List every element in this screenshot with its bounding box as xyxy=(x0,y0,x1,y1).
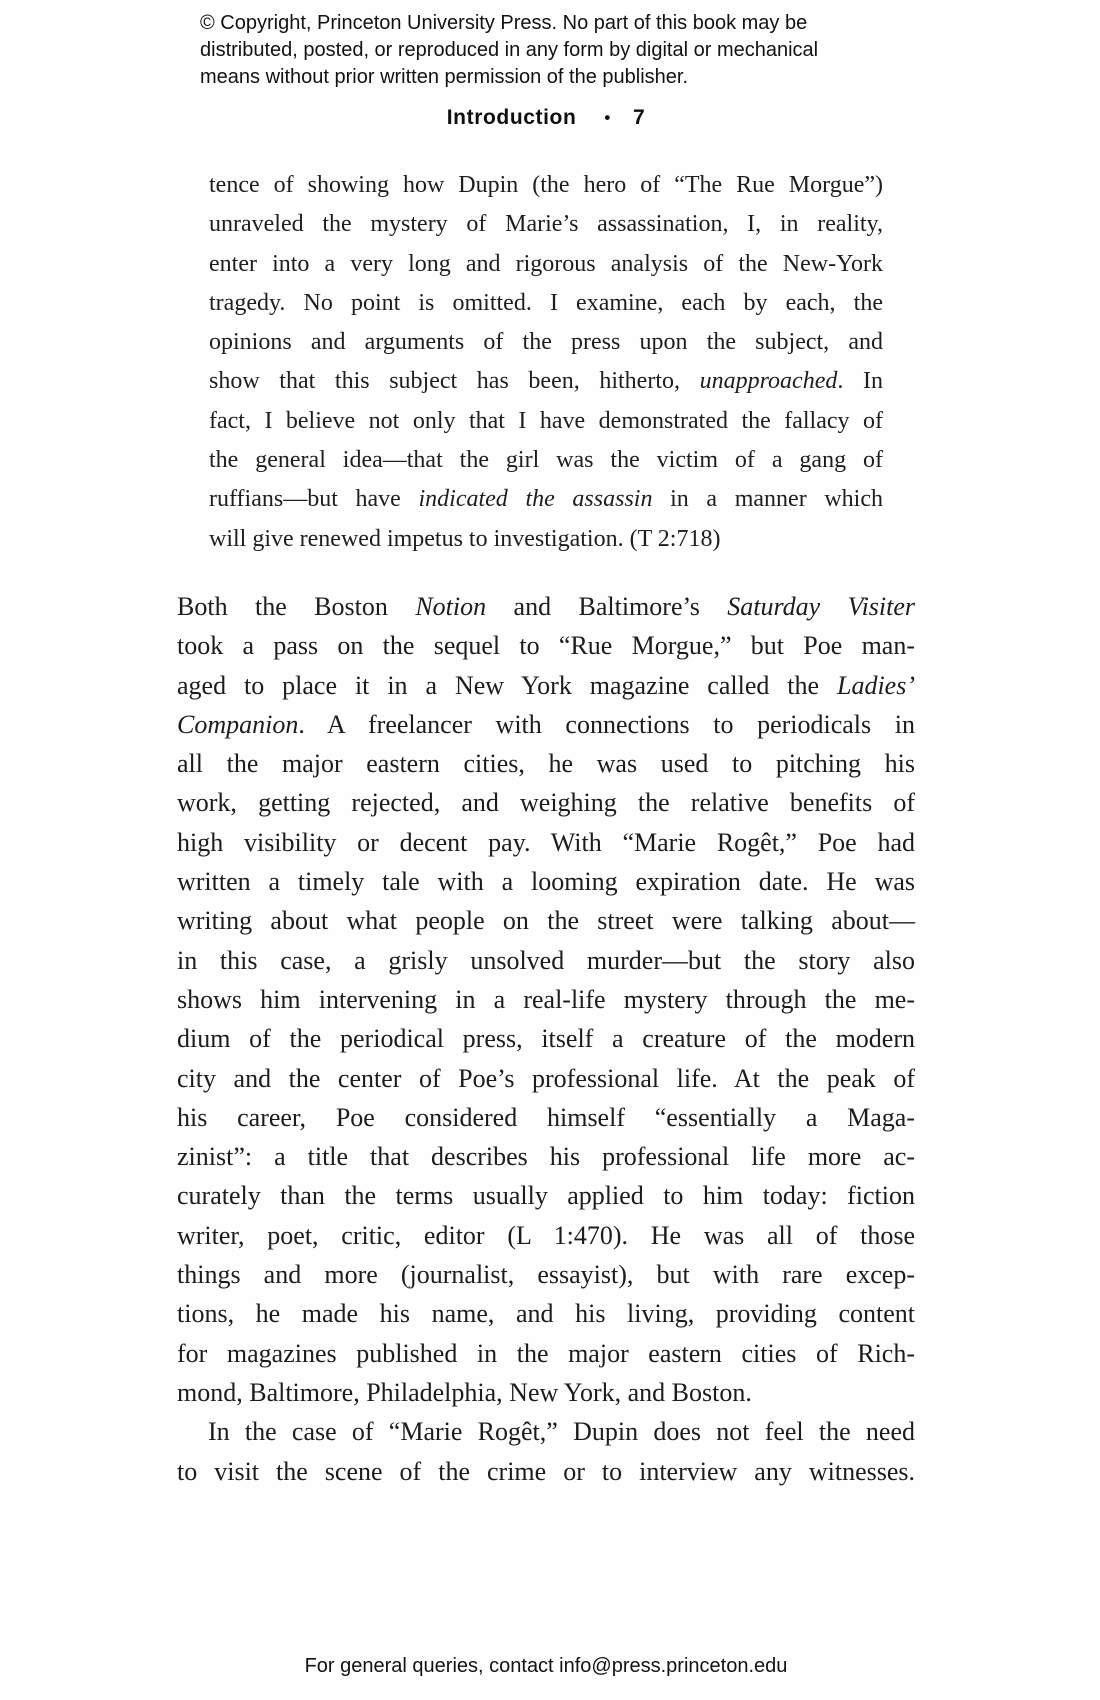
text-run: . In xyxy=(837,368,883,395)
text-line xyxy=(177,744,915,783)
text-run: In the case of “Marie Rogêt,” Dupin does not feel the need xyxy=(208,1417,915,1447)
copyright-line: © Copyright, Princeton University Press. No part of this book may be xyxy=(200,12,808,34)
text-line xyxy=(177,1019,915,1058)
text-line xyxy=(177,705,915,744)
text-line xyxy=(177,1452,915,1491)
text-line xyxy=(209,323,883,362)
text-line xyxy=(209,205,883,244)
page-number: 7 xyxy=(632,106,646,129)
text-line xyxy=(177,980,915,1019)
text-run: his career, Poe considered himself “essentially a Maga- xyxy=(177,1102,915,1132)
text-line xyxy=(209,245,883,284)
text-line xyxy=(209,362,883,401)
separator-bullet-icon: • xyxy=(604,108,611,127)
text-line xyxy=(177,1098,915,1137)
text-run: enter into a very long and rigorous analysis of the New-York xyxy=(209,250,883,277)
paragraph xyxy=(177,1412,915,1491)
text-run: writer, poet, critic, editor (L 1:470). He was all of those xyxy=(177,1220,915,1250)
text-line xyxy=(177,626,915,665)
italic-text-run: Notion xyxy=(415,592,487,621)
italic-text-run: unapproached xyxy=(699,368,838,395)
text-run: the general idea—that the girl was the victim of a gang of xyxy=(209,447,883,474)
text-line xyxy=(177,1176,915,1215)
text-run: mond, Baltimore, Philadelphia, New York, and Boston. xyxy=(177,1377,752,1407)
text-line xyxy=(177,1334,915,1373)
text-run: aged to place it in a New York magazine called the xyxy=(177,670,837,700)
copyright-notice xyxy=(200,10,920,91)
text-run: written a timely tale with a looming expiration date. He was xyxy=(177,867,915,897)
text-run: tions, he made his name, and his living, providing content xyxy=(177,1299,915,1329)
text-run: for magazines published in the major eastern cities of Rich- xyxy=(177,1338,915,1368)
chapter-title: Introduction xyxy=(446,106,577,129)
text-run: show that this subject has been, hitherto, xyxy=(209,368,700,395)
text-line xyxy=(177,1216,915,1255)
running-head xyxy=(177,106,915,130)
italic-text-run: Companion xyxy=(177,709,299,739)
text-run: high visibility or decent pay. With “Marie Rogêt,” Poe had xyxy=(177,827,915,857)
text-line xyxy=(177,1373,915,1412)
text-line xyxy=(177,1255,915,1294)
text-line xyxy=(209,402,883,441)
text-line xyxy=(209,480,883,519)
text-line xyxy=(209,284,883,323)
text-line xyxy=(177,862,915,901)
text-run: Both the Boston xyxy=(177,592,416,621)
text-line xyxy=(177,1294,915,1333)
text-run: in a manner which xyxy=(652,486,883,513)
page-footer xyxy=(177,1655,915,1678)
text-run: shows him intervening in a real-life mystery through the me- xyxy=(177,984,915,1014)
text-line xyxy=(177,783,915,822)
text-run: work, getting rejected, and weighing the relative benefits of xyxy=(177,788,915,818)
text-line xyxy=(209,520,883,559)
italic-text-run: indicated the assassin xyxy=(418,486,653,513)
text-line xyxy=(177,666,915,705)
text-run: tragedy. No point is omitted. I examine, each by each, the xyxy=(209,289,883,316)
body-text xyxy=(177,587,915,1491)
copyright-line: distributed, posted, or reproduced in any form by digital or mechanical xyxy=(200,39,819,61)
text-line xyxy=(177,941,915,980)
text-line xyxy=(209,166,883,205)
italic-text-run: Ladies’ xyxy=(837,670,915,700)
text-run: will give renewed impetus to investigation. (T 2:718) xyxy=(209,525,721,552)
block-quote xyxy=(209,166,883,559)
text-line xyxy=(177,1412,915,1451)
text-run: . A freelancer with connections to periodicals in xyxy=(298,709,915,739)
text-run: zinist”: a title that describes his professional life more ac- xyxy=(177,1142,915,1172)
text-run: fact, I believe not only that I have demonstrated the fallacy of xyxy=(209,407,883,434)
text-run: and Baltimore’s xyxy=(486,592,728,621)
text-line xyxy=(177,1137,915,1176)
text-run: took a pass on the sequel to “Rue Morgue,” but Poe man- xyxy=(177,631,915,661)
text-run: all the major eastern cities, he was used to pitching his xyxy=(177,749,915,779)
footer-text: For general queries, contact info@press.princeton.edu xyxy=(304,1655,788,1677)
text-line xyxy=(177,587,915,626)
text-line xyxy=(177,823,915,862)
text-run: dium of the periodical press, itself a creature of the modern xyxy=(177,1024,915,1054)
copyright-line: means without prior written permission of the publisher. xyxy=(200,66,689,88)
italic-text-run: Saturday Visiter xyxy=(727,592,916,621)
text-run: things and more (journalist, essayist), but with rare excep- xyxy=(177,1260,915,1290)
text-run: writing about what people on the street were talking about— xyxy=(177,906,915,936)
text-run: curately than the terms usually applied to him today: fiction xyxy=(177,1181,915,1211)
paragraph xyxy=(177,587,915,1412)
text-run: tence of showing how Dupin (the hero of “The Rue Morgue”) xyxy=(209,172,883,198)
text-run: to visit the scene of the crime or to interview any witnesses. xyxy=(177,1456,915,1486)
text-line xyxy=(177,901,915,940)
text-line xyxy=(209,441,883,480)
text-run: opinions and arguments of the press upon the subject, and xyxy=(209,329,883,356)
text-run: city and the center of Poe’s professional life. At the peak of xyxy=(177,1063,915,1093)
text-run: unraveled the mystery of Marie’s assassination, I, in reality, xyxy=(209,211,883,238)
text-run: ruffians—but have xyxy=(209,486,419,513)
text-run: in this case, a grisly unsolved murder—but the story also xyxy=(177,945,915,975)
text-line xyxy=(177,1059,915,1098)
